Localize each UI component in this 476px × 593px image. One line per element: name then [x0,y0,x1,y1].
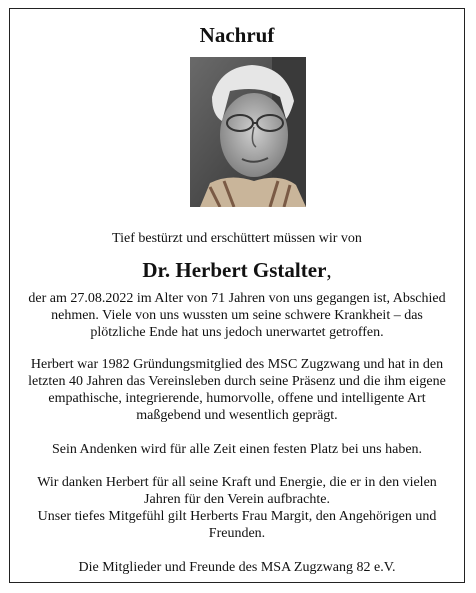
signature-line: Die Mitglieder und Freunde des MSA Zugzwang 82 e.V. [78,560,396,575]
paragraph-biography: Herbert war 1982 Gründungsmitglied des MSC Zugzwang und hat in den letzten 40 Jahren das Vereinsleben durch seine Präsenz und die ihm eigene empathische, integrierende, humorvolle, offene und intelligente Art maßgebend und wesentlich geprägt. [28,357,446,423]
paragraph-death-notice: der am 27.08.2022 im Alter von 71 Jahren von uns gegangen ist, Abschied nehmen. Viele von uns wussten um seine schwere Krankheit – das plötzliche Ende hat uns jedoch unerwartet getroffen. [28,291,446,340]
paragraph-remembrance: Sein Andenken wird für alle Zeit einen festen Platz bei uns haben. [51,442,423,457]
page-title: Nachruf [199,23,275,47]
deceased-name [10,258,464,283]
paragraph-condolences: Unser tiefes Mitgefühl gilt Herberts Frau Margit, den Angehörigen und Freunden. [37,509,437,541]
intro-text: Tief bestürzt und erschüttert müssen wir von [112,231,362,246]
obituary-frame [9,8,465,583]
portrait-image [190,57,306,207]
paragraph-thanks: Wir danken Herbert für all seine Kraft und Energie, die er in den vielen Jahren für den Verein aufbrachte. [37,475,437,507]
portrait-photo [190,57,306,207]
name-suffix: , [326,258,332,282]
deceased-name-text: Dr. Herbert Gstalter [142,258,327,282]
